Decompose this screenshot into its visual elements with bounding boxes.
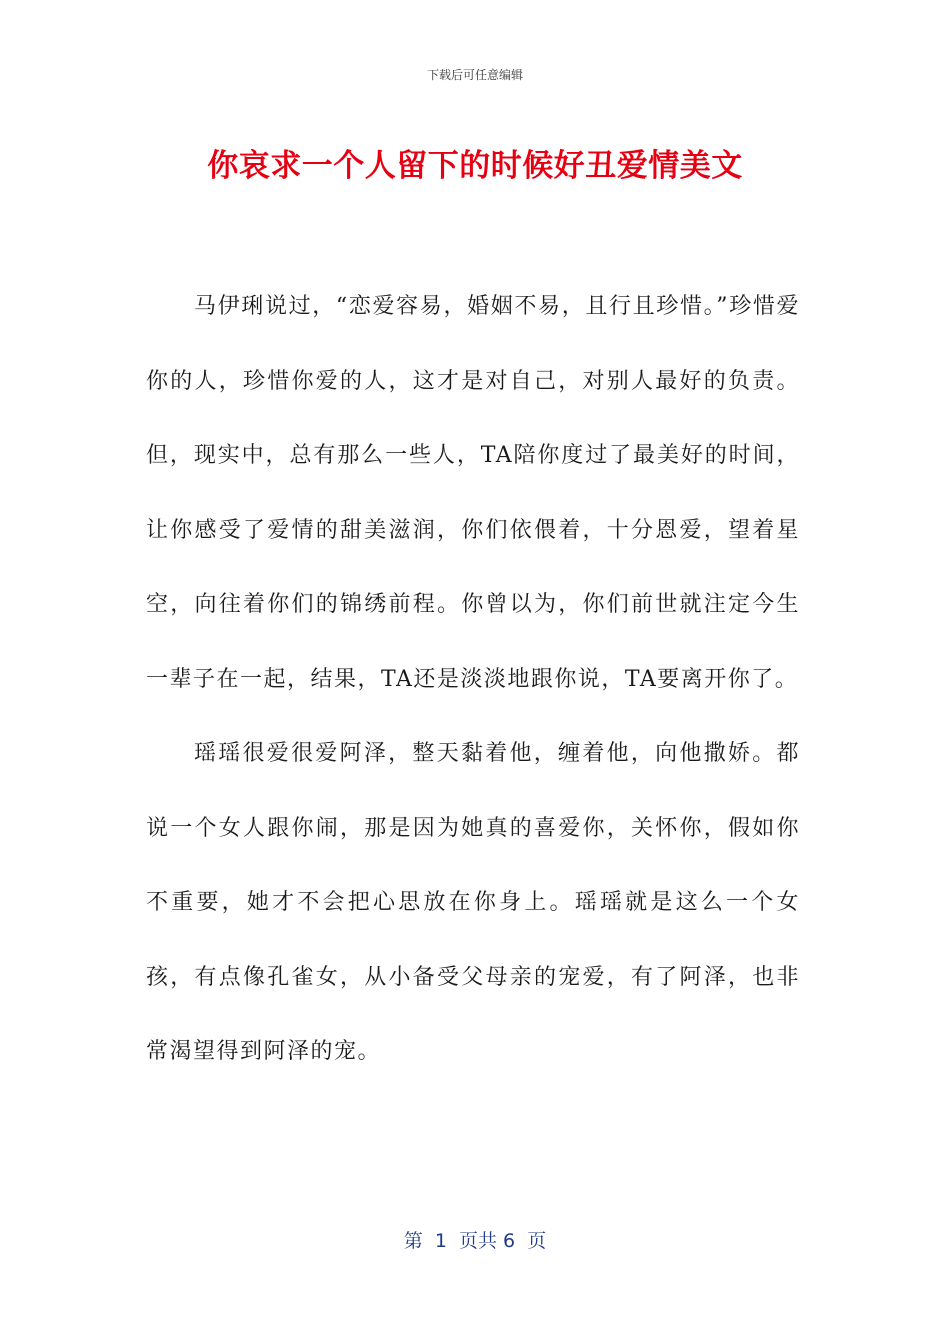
header-note: 下载后可任意编辑 [426,68,523,82]
paragraph-2: 瑶瑶很爱很爱阿泽，整天黏着他，缠着他，向他撒娇。都说一个女人跟你闹，那是因为她真的喜爱你，关怀你，假如你不重要，她才不会把心思放在你身上。瑶瑶就是这么一个女孩，有点像孔雀女，从小备受父母亲的宠爱，有了阿泽，也非常渴望得到阿泽的宠。 [146,741,800,1064]
paragraph-1: 马伊琍说过，“恋爱容易，婚姻不易，且行且珍惜。”珍惜爱你的人，珍惜你爱的人，这才是对自己，对别人最好的负责。但，现实中，总有那么一些人，TA陪你度过了最美好的时间，让你感受了爱情的甜美滋润，你们依偎着，十分恩爱，望着星空，向往着你们的锦绣前程。你曾以为，你们前世就注定今生一辈子在一起，结果，TA还是淡淡地跟你说，TA要离开你了。 [146,294,800,692]
page-number: 第 1 页共 6 页 [403,1230,547,1252]
article-body [146,270,800,1090]
page-title: 你哀求一个人留下的时候好丑爱情美文 [207,148,743,184]
